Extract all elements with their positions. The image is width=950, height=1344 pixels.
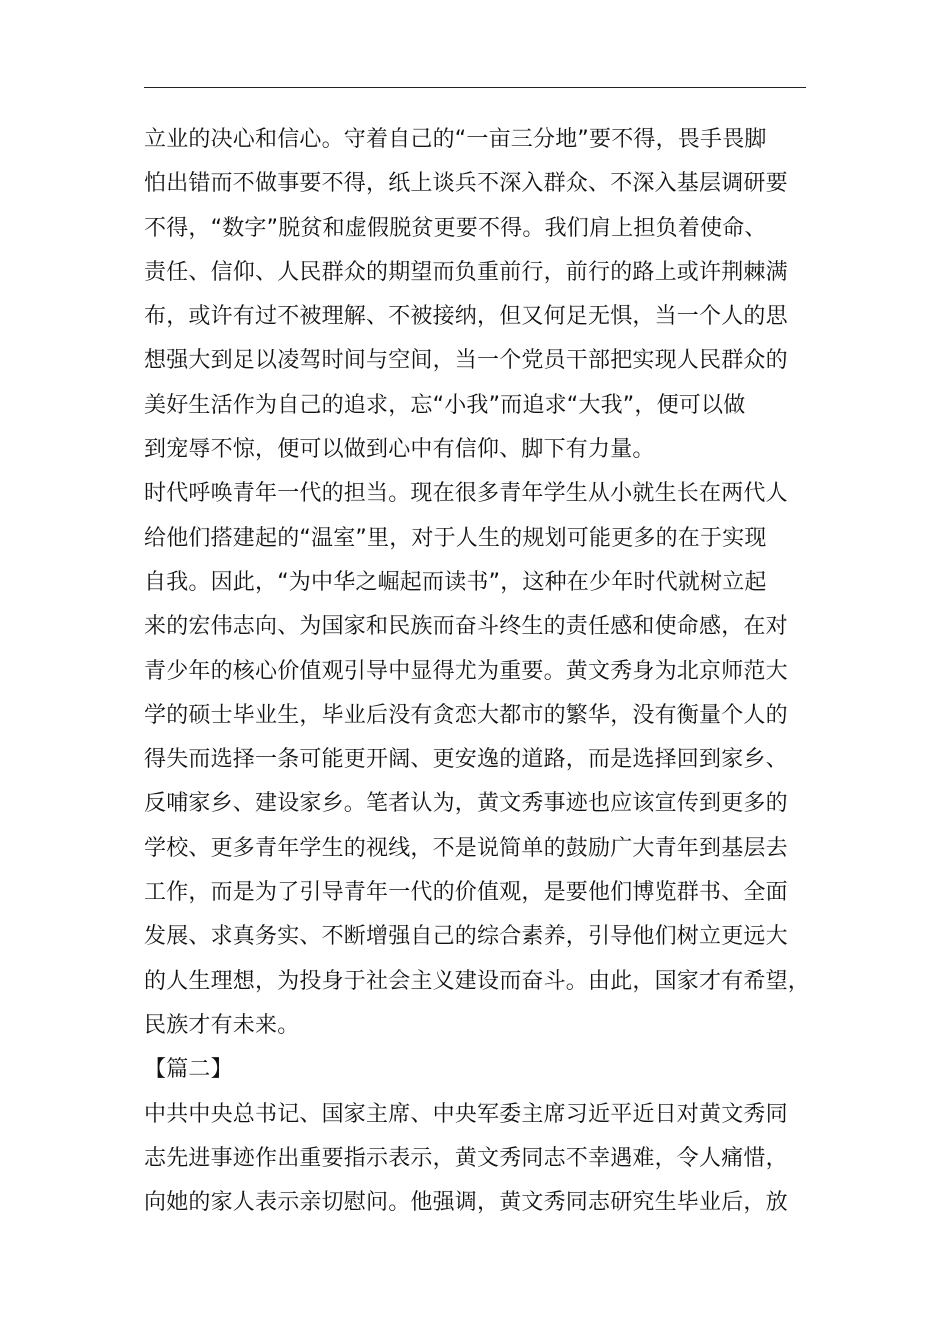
- text-line: 美好生活作为自己的追求，忘“小我”而追求“大我”，便可以做: [144, 392, 746, 418]
- text-line: 给他们搭建起的“温室”里，对于人生的规划可能更多的在于实现: [144, 525, 767, 551]
- text-line: 民族才有未来。: [144, 1012, 300, 1038]
- text-line: 想强大到足以凌驾时间与空间，当一个党员干部把实现人民群众的: [144, 348, 788, 374]
- text-line: 到宠辱不惊，便可以做到心中有信仰、脚下有力量。: [144, 437, 655, 463]
- header-rule: [144, 87, 806, 88]
- text-line: 青少年的核心价值观引导中显得尤为重要。黄文秀身为北京师范大: [144, 658, 788, 684]
- text-line: 发展、求真务实、不断增强自己的综合素养，引导他们树立更远大: [144, 924, 788, 950]
- text-line: 中共中央总书记、国家主席、中央军委主席习近平近日对黄文秀同: [144, 1101, 788, 1127]
- text-line: 工作，而是为了引导青年一代的价值观，是要他们博览群书、全面: [144, 880, 788, 906]
- text-line: 不得，“数字”脱贫和虚假脱贫更要不得。我们肩上担负着使命、: [144, 215, 767, 241]
- text-line: 学校、更多青年学生的视线，不是说简单的鼓励广大青年到基层去: [144, 835, 788, 861]
- text-line: 得失而选择一条可能更开阔、更安逸的道路，而是选择回到家乡、: [144, 747, 788, 773]
- text-line: 时代呼唤青年一代的担当。现在很多青年学生从小就生长在两代人: [144, 481, 788, 507]
- text-line: 向她的家人表示亲切慰问。他强调，黄文秀同志研究生毕业后，放: [144, 1190, 788, 1216]
- text-line: 来的宏伟志向、为国家和民族而奋斗终生的责任感和使命感，在对: [144, 614, 788, 640]
- document-body: [144, 118, 819, 1225]
- section-heading: 【篇二】: [144, 1057, 233, 1083]
- text-line: 自我。因此，“为中华之崛起而读书”，这种在少年时代就树立起: [144, 569, 767, 595]
- text-line: 的人生理想，为投身于社会主义建设而奋斗。由此，国家才有希望，: [144, 968, 811, 994]
- text-line: 责任、信仰、人民群众的期望而负重前行，前行的路上或许荆棘满: [144, 259, 788, 285]
- text-line: 志先进事迹作出重要指示表示，黄文秀同志不幸遇难，令人痛惜，: [144, 1145, 788, 1171]
- text-line: 怕出错而不做事要不得，纸上谈兵不深入群众、不深入基层调研要: [144, 171, 788, 197]
- text-line: 反哺家乡、建设家乡。笔者认为，黄文秀事迹也应该宣传到更多的: [144, 791, 788, 817]
- text-line: 立业的决心和信心。守着自己的“一亩三分地”要不得，畏手畏脚: [144, 127, 767, 152]
- text-line: 学的硕士毕业生，毕业后没有贪恋大都市的繁华，没有衡量个人的: [144, 702, 788, 728]
- text-line: 布，或许有过不被理解、不被接纳，但又何足无惧，当一个人的思: [144, 304, 788, 330]
